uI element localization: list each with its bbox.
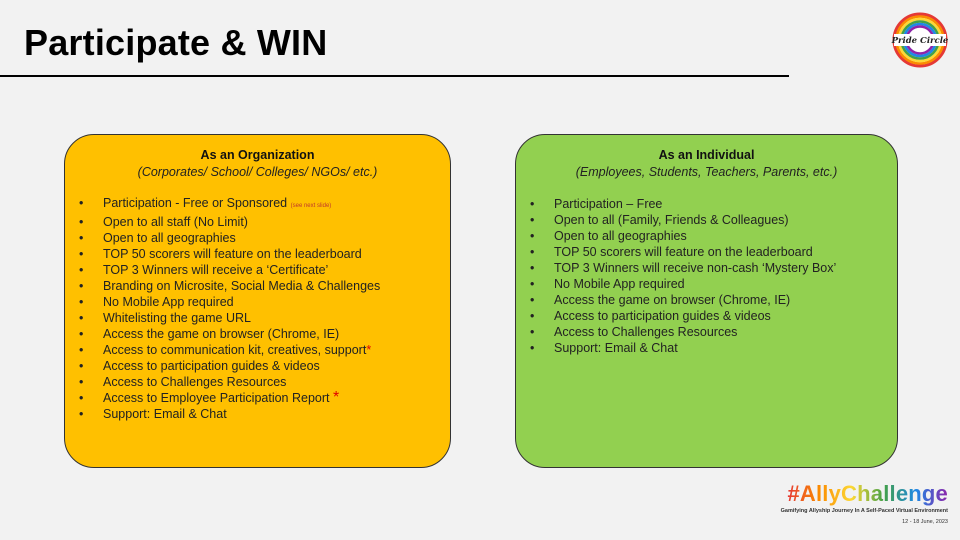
organization-card — [64, 134, 451, 468]
pride-circle-logo — [890, 10, 950, 70]
list-item: • Access to participation guides & videos — [530, 308, 889, 324]
pride-circle-logo-icon — [890, 10, 950, 70]
list-item: • Open to all staff (No Limit) — [79, 214, 442, 230]
list-item: • Whitelisting the game URL — [79, 310, 442, 326]
event-dates: 12 - 18 June, 2023 — [902, 519, 948, 525]
list-item: • Support: Email & Chat — [79, 406, 442, 422]
list-item: • TOP 3 Winners will receive a ‘Certificate’ — [79, 262, 442, 278]
asterisk-mark: * — [366, 343, 372, 357]
list-item: • Open to all geographies — [79, 230, 442, 246]
hashtag-logo-text — [766, 480, 948, 506]
list-item: • Access to participation guides & videos — [79, 358, 442, 374]
list-item: • Access the game on browser (Chrome, IE) — [79, 326, 442, 342]
list-item: • Branding on Microsite, Social Media & Challenges — [79, 278, 442, 294]
ally-challenge-brand — [766, 480, 948, 525]
brand-tagline: Gamifying Allyship Journey In A Self-Paced Virtual Environment — [780, 508, 948, 514]
list-item: • TOP 3 Winners will receive non-cash ‘Mystery Box’ — [530, 260, 889, 276]
list-item: • TOP 50 scorers will feature on the leaderboard — [79, 246, 442, 262]
list-item: • Support: Email & Chat — [530, 340, 889, 356]
list-item: • Access the game on browser (Chrome, IE) — [530, 292, 889, 308]
individual-card — [515, 134, 898, 468]
see-next-slide-note: (see next slide) — [290, 203, 332, 209]
list-item: • Open to all geographies — [530, 228, 889, 244]
list-item: • Participation - Free or Sponsored (see next slide) — [79, 195, 442, 214]
list-item: • TOP 50 scorers will feature on the leaderboard — [530, 244, 889, 260]
organization-benefits-list — [79, 195, 442, 422]
svg-text:#AllyChallenge: #AllyChallenge — [787, 481, 948, 506]
list-item: • Access to Employee Participation Report * — [79, 390, 442, 406]
title-divider — [0, 75, 789, 77]
list-item: • Open to all (Family, Friends & Colleagues) — [530, 212, 889, 228]
list-item: • No Mobile App required — [79, 294, 442, 310]
individual-benefits-list — [530, 196, 889, 356]
list-item: • No Mobile App required — [530, 276, 889, 292]
hashtag-logo — [766, 480, 948, 506]
list-item: • Access to communication kit, creatives, support* — [79, 342, 442, 358]
asterisk-mark: * — [332, 389, 340, 406]
individual-subheading: (Employees, Students, Teachers, Parents, etc.) — [575, 165, 838, 179]
organization-heading: As an Organization — [200, 148, 315, 162]
list-item: • Participation – Free — [530, 196, 889, 212]
slide-title: Participate & WIN — [24, 22, 328, 63]
list-item: • Access to Challenges Resources — [530, 324, 889, 340]
logo-text: Pride Circle — [891, 36, 949, 46]
organization-subheading: (Corporates/ School/ Colleges/ NGOs/ etc.) — [137, 165, 378, 179]
list-item: • Access to Challenges Resources — [79, 374, 442, 390]
individual-heading: As an Individual — [658, 148, 755, 162]
